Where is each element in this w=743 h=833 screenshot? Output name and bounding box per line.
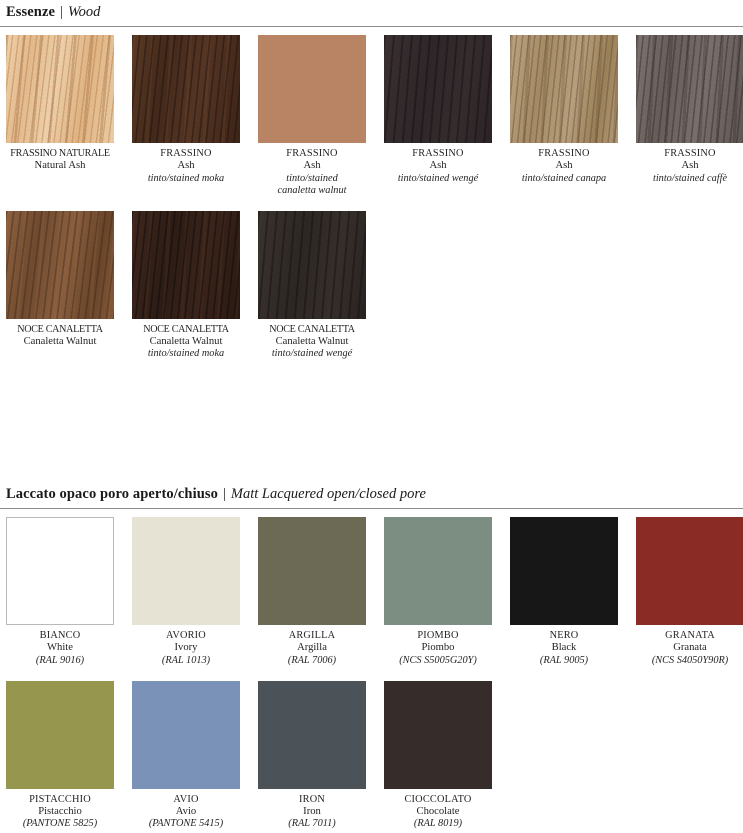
swatch-cell[interactable] bbox=[510, 517, 618, 667]
wood-swatch-noce-canaletta-moka[interactable] bbox=[132, 211, 240, 319]
section-title-separator: | bbox=[222, 486, 226, 502]
swatch-caption bbox=[510, 143, 618, 185]
swatch-name-en: White bbox=[47, 642, 73, 654]
swatch-caption bbox=[6, 789, 114, 831]
swatch-cell[interactable] bbox=[132, 211, 240, 361]
swatch-name-it: IRON bbox=[299, 793, 325, 805]
swatch-cell[interactable] bbox=[6, 211, 114, 361]
swatch-row bbox=[0, 681, 743, 831]
swatch-name-en: Avio bbox=[175, 805, 197, 817]
swatch-cell[interactable] bbox=[6, 681, 114, 831]
lacquer-swatch-piombo[interactable] bbox=[384, 517, 492, 625]
section-title-separator: | bbox=[60, 4, 63, 20]
wood-swatch-frassino-moka[interactable] bbox=[132, 35, 240, 143]
swatch-row bbox=[0, 211, 743, 361]
swatch-color-code: (RAL 7011) bbox=[288, 818, 336, 830]
swatch-name-en: Canaletta Walnut bbox=[275, 335, 349, 347]
swatch-finish: tinto/stained wengé bbox=[397, 172, 479, 184]
swatch-finish-line2: canaletta walnut bbox=[277, 184, 347, 196]
swatch-name-en: Ash bbox=[555, 160, 573, 172]
swatch-caption bbox=[384, 143, 492, 185]
swatch-name-en: Chocolate bbox=[416, 805, 460, 817]
swatch-caption bbox=[636, 143, 743, 185]
swatch-caption bbox=[636, 625, 743, 667]
swatch-cell[interactable] bbox=[636, 517, 743, 667]
wood-swatch-frassino-canaletta-walnut[interactable] bbox=[258, 35, 366, 143]
swatch-name-it: BIANCO bbox=[39, 630, 81, 641]
swatch-name-en: Pistacchio bbox=[38, 805, 82, 817]
swatch-cell[interactable] bbox=[6, 35, 114, 197]
wood-swatch-frassino-wenge[interactable] bbox=[384, 35, 492, 143]
swatch-name-it: PISTACCHIO bbox=[29, 793, 91, 805]
wood-swatch-noce-canaletta[interactable] bbox=[6, 211, 114, 319]
swatch-finish: tinto/stained moka bbox=[147, 172, 225, 184]
swatch-caption bbox=[6, 143, 114, 172]
swatch-caption bbox=[132, 143, 240, 185]
swatch-row bbox=[0, 517, 743, 667]
swatch-name-en: Ash bbox=[177, 160, 195, 172]
swatch-color-code: (RAL 9005) bbox=[539, 654, 589, 666]
swatch-caption bbox=[258, 143, 366, 197]
swatch-caption bbox=[384, 789, 492, 831]
swatch-cell[interactable] bbox=[258, 35, 366, 197]
swatch-finish: tinto/stained canapa bbox=[521, 172, 607, 184]
swatch-finish: tinto/stained caffè bbox=[652, 172, 728, 184]
swatch-caption bbox=[132, 625, 240, 667]
section-heading-essenze bbox=[0, 4, 743, 27]
swatch-name-it: FRASSINO bbox=[664, 148, 716, 159]
swatch-name-en: Canaletta Walnut bbox=[149, 335, 223, 347]
swatch-name-it: ARGILLA bbox=[288, 630, 336, 641]
wood-swatch-frassino-canapa[interactable] bbox=[510, 35, 618, 143]
swatch-color-code: (RAL 1013) bbox=[161, 654, 211, 666]
swatch-name-it: NERO bbox=[549, 630, 579, 641]
lacquer-swatch-pistacchio[interactable] bbox=[6, 681, 114, 789]
swatch-cell[interactable] bbox=[258, 517, 366, 667]
swatch-row bbox=[0, 35, 743, 197]
swatch-name-it: GRANATA bbox=[665, 630, 715, 641]
swatch-name-en: Black bbox=[551, 642, 577, 654]
swatch-cell[interactable] bbox=[258, 681, 366, 831]
swatch-cell[interactable] bbox=[258, 211, 366, 361]
swatch-caption bbox=[384, 625, 492, 667]
wood-swatch-frassino-caffe[interactable] bbox=[636, 35, 743, 143]
swatch-finish: tinto/stained wengé bbox=[271, 348, 353, 360]
section-title-it: Essenze bbox=[6, 4, 56, 20]
swatch-name-it: FRASSINO bbox=[412, 148, 464, 159]
swatch-name-it: NOCE CANALETTA bbox=[269, 323, 355, 335]
swatch-caption bbox=[6, 625, 114, 667]
swatch-cell[interactable] bbox=[132, 681, 240, 831]
swatch-color-code: (PANTONE 5415) bbox=[148, 818, 224, 830]
lacquer-swatch-granata[interactable] bbox=[636, 517, 743, 625]
swatch-name-en: Canaletta Walnut bbox=[23, 335, 97, 347]
swatch-cell[interactable] bbox=[132, 35, 240, 197]
swatch-color-code: (NCS S4050Y90R) bbox=[651, 654, 729, 666]
section-heading-laccato bbox=[0, 486, 743, 509]
swatch-name-en: Natural Ash bbox=[34, 159, 86, 171]
swatch-cell[interactable] bbox=[384, 681, 492, 831]
swatch-color-code: (NCS S5005G20Y) bbox=[399, 654, 477, 666]
swatch-finish: tinto/stained bbox=[286, 172, 338, 184]
swatch-name-en: Ash bbox=[681, 160, 699, 172]
swatch-color-code: (RAL 8019) bbox=[413, 818, 463, 830]
swatch-name-en: Ivory bbox=[174, 642, 198, 654]
section-title-en: Matt Lacquered open/closed pore bbox=[230, 486, 426, 502]
lacquer-swatch-cioccolato[interactable] bbox=[384, 681, 492, 789]
swatch-name-it: NOCE CANALETTA bbox=[143, 323, 229, 335]
swatch-caption bbox=[132, 319, 240, 361]
swatch-name-it: AVORIO bbox=[166, 630, 206, 641]
swatch-finish: tinto/stained moka bbox=[147, 348, 225, 360]
swatch-name-en: Iron bbox=[303, 805, 321, 817]
swatch-caption bbox=[510, 625, 618, 667]
swatch-cell[interactable] bbox=[6, 517, 114, 667]
swatch-name-it: CIOCCOLATO bbox=[404, 793, 472, 805]
wood-swatch-frassino-naturale[interactable] bbox=[6, 35, 114, 143]
swatch-name-it: FRASSINO bbox=[538, 148, 590, 159]
swatch-name-en: Argilla bbox=[297, 642, 327, 654]
lacquer-swatch-argilla[interactable] bbox=[258, 517, 366, 625]
swatch-cell[interactable] bbox=[384, 517, 492, 667]
lacquer-swatch-nero[interactable] bbox=[510, 517, 618, 625]
swatch-name-it: PIOMBO bbox=[417, 630, 459, 641]
swatch-name-it: FRASSINO bbox=[160, 148, 212, 159]
swatch-name-it: NOCE CANALETTA bbox=[17, 323, 103, 335]
swatch-cell[interactable] bbox=[384, 35, 492, 197]
swatch-name-en: Granata bbox=[673, 642, 707, 654]
swatch-name-en: Ash bbox=[429, 160, 447, 172]
section-title-it: Laccato opaco poro aperto/chiuso bbox=[6, 486, 218, 502]
swatch-caption bbox=[132, 789, 240, 831]
swatch-caption bbox=[6, 319, 114, 348]
swatch-caption bbox=[258, 789, 366, 831]
swatch-name-it: FRASSINO NATURALE bbox=[10, 148, 110, 159]
swatch-name-it: AVIO bbox=[173, 793, 199, 805]
swatch-cell[interactable] bbox=[510, 35, 618, 197]
swatch-color-code: (PANTONE 5825) bbox=[22, 818, 98, 830]
lacquer-swatch-iron[interactable] bbox=[258, 681, 366, 789]
swatch-cell[interactable] bbox=[132, 517, 240, 667]
swatch-name-it: FRASSINO bbox=[286, 148, 338, 159]
lacquer-swatch-avorio[interactable] bbox=[132, 517, 240, 625]
wood-swatch-noce-canaletta-wenge[interactable] bbox=[258, 211, 366, 319]
swatch-color-code: (RAL 9016) bbox=[35, 654, 85, 666]
swatch-color-code: (RAL 7006) bbox=[287, 654, 337, 666]
section-laccato bbox=[0, 486, 743, 831]
swatch-name-en: Piombo bbox=[421, 642, 455, 654]
lacquer-swatch-bianco[interactable] bbox=[6, 517, 114, 625]
swatch-cell[interactable] bbox=[636, 35, 743, 197]
section-title-en: Wood bbox=[67, 4, 101, 20]
swatch-name-en: Ash bbox=[303, 160, 321, 172]
swatch-caption bbox=[258, 625, 366, 667]
swatch-caption bbox=[258, 319, 366, 361]
section-essenze bbox=[0, 4, 743, 360]
lacquer-swatch-avio[interactable] bbox=[132, 681, 240, 789]
